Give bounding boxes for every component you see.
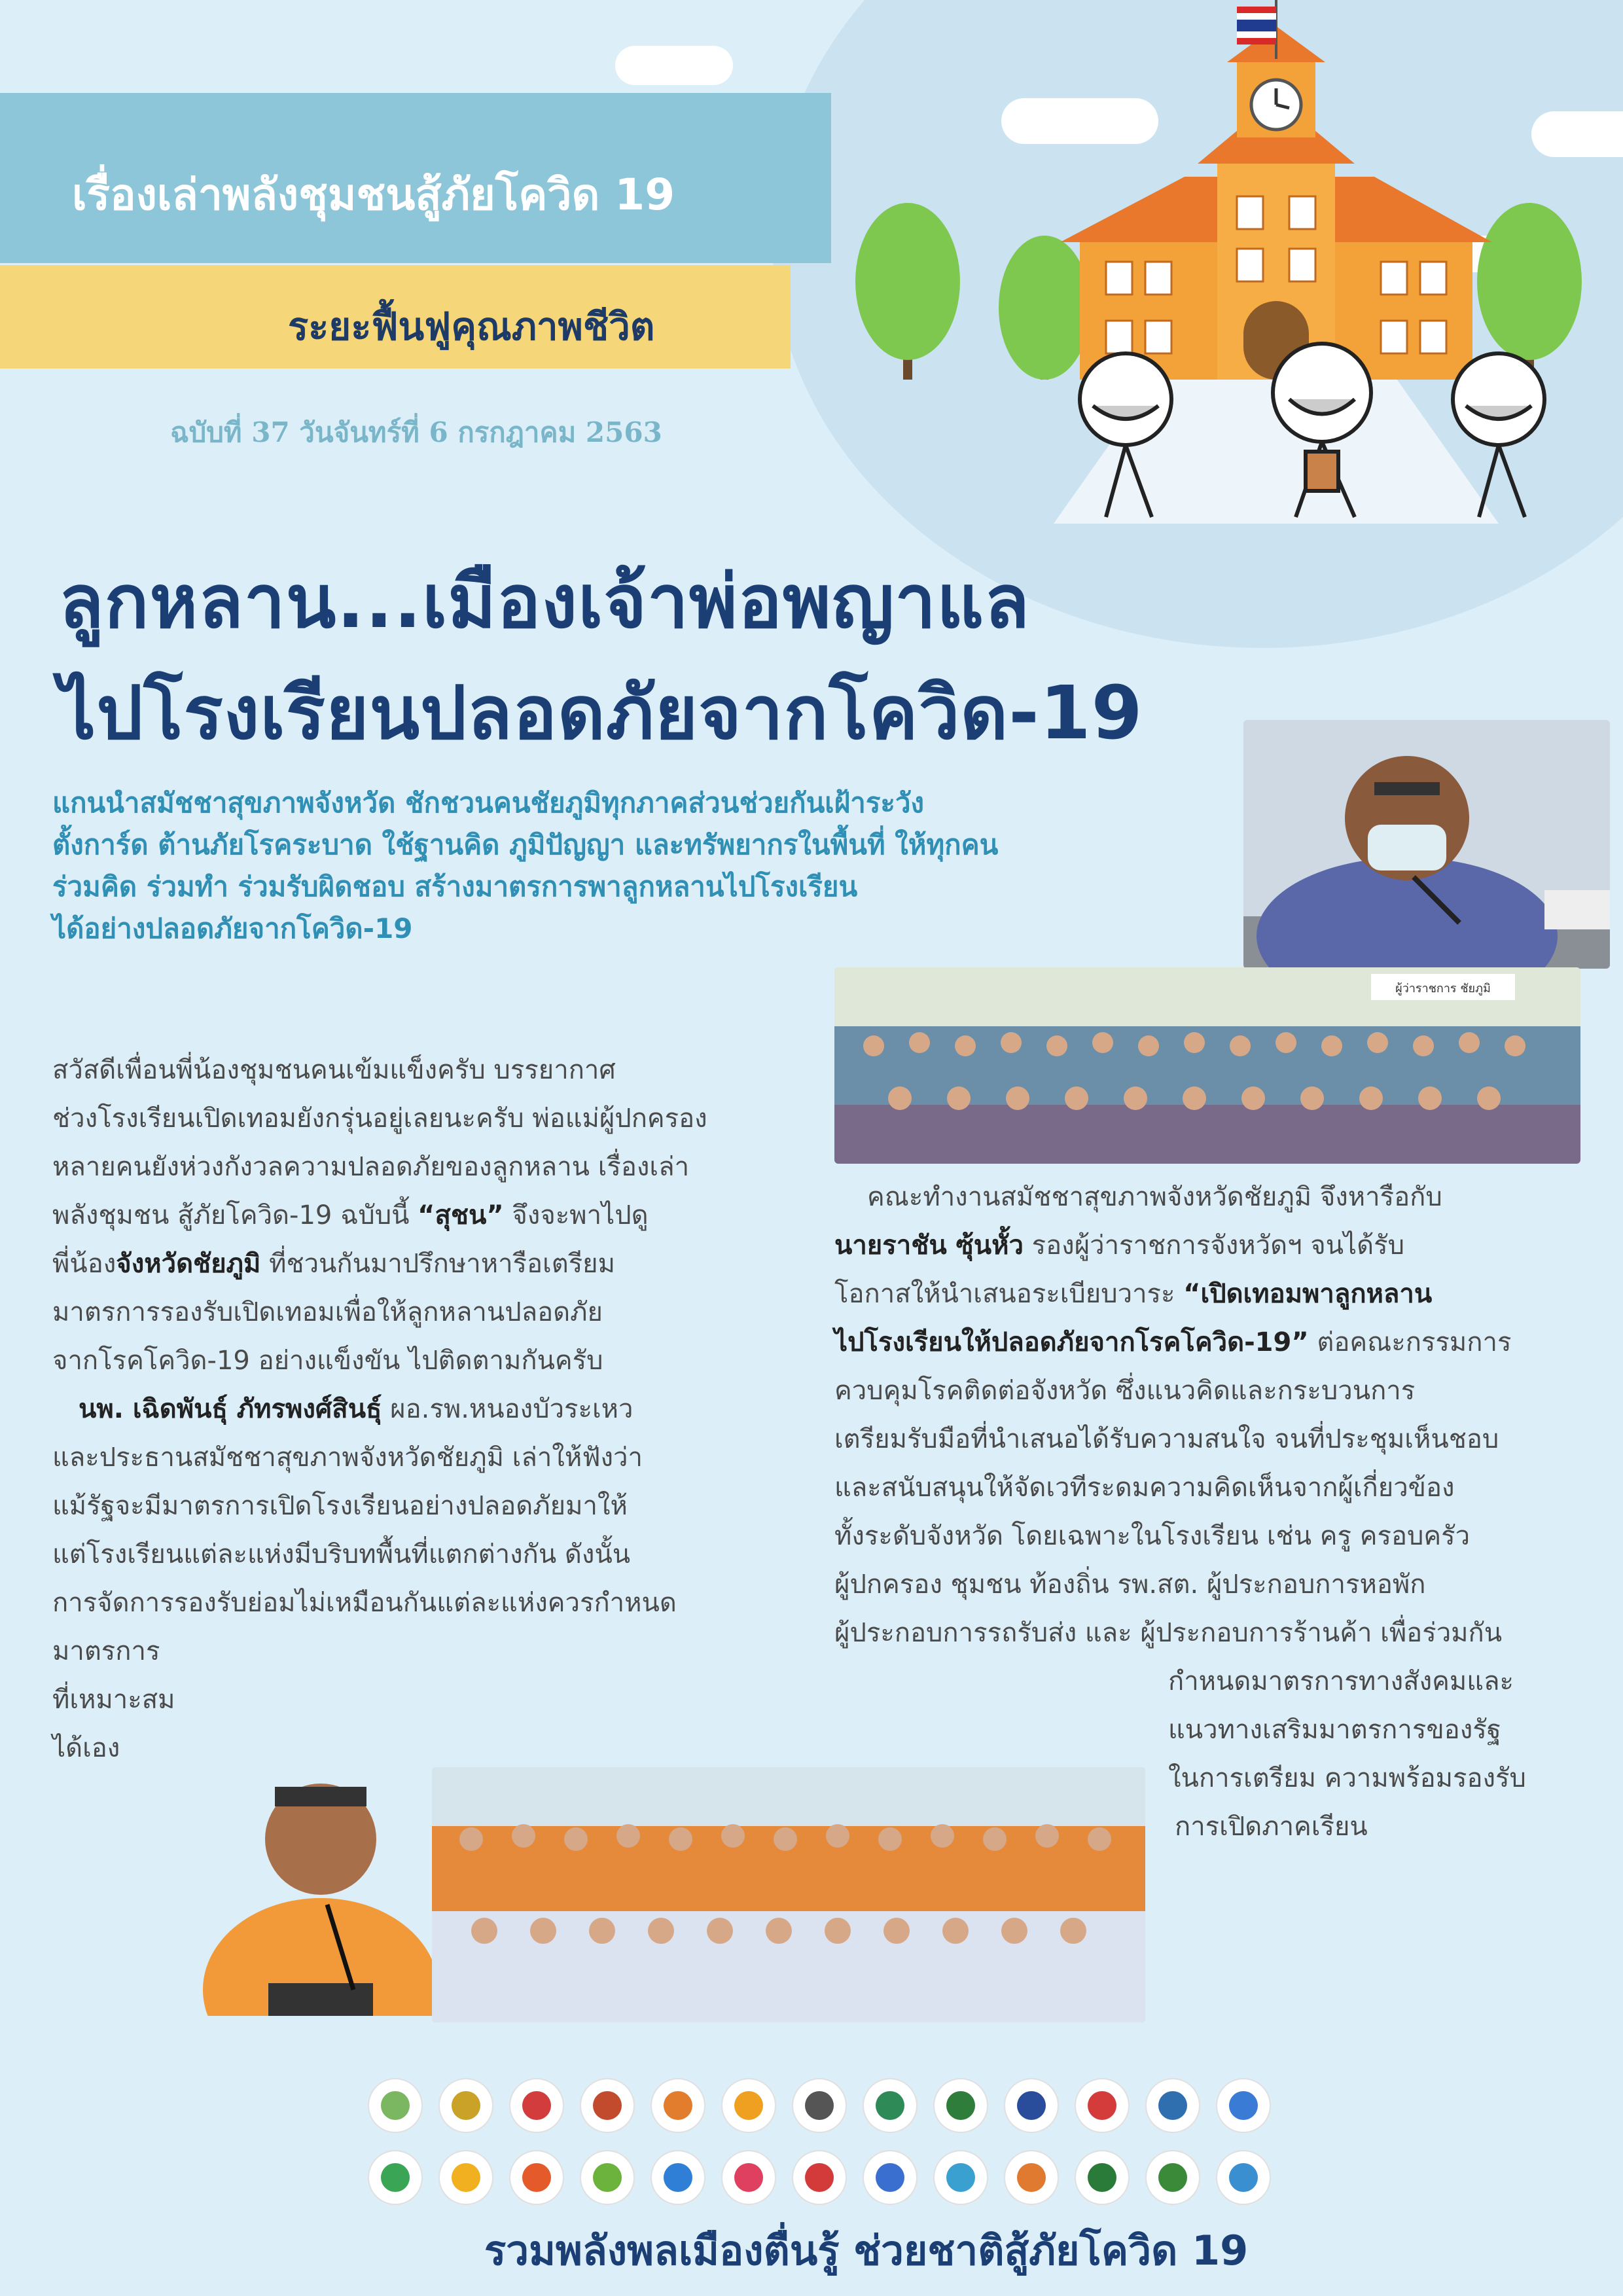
phase-title: ระยะฟื้นฟูคุณภาพชีวิต	[288, 304, 655, 349]
text-line	[52, 1191, 805, 1240]
partner-logo-icon	[792, 2150, 847, 2205]
text-line: แม้รัฐจะมีมาตรการเปิดโรงเรียนอย่างปลอดภัยมาให้	[52, 1491, 628, 1521]
text-line: การจัดการรองรับย่อมไม่เหมือนกันแต่ละแห่งควรกำหนด	[52, 1588, 677, 1618]
lead-line: ตั้งการ์ด ต้านภัยโรคระบาด ใช้ฐานคิด ภูมิปัญญา และทรัพยากรในพื้นที่ ให้ทุกคน	[52, 829, 999, 861]
text-span: ที่ชวนกันมาปรึกษาหารือเตรียม	[260, 1249, 615, 1279]
partner-logo-icon	[651, 2078, 705, 2133]
partner-logo-icon	[509, 2150, 564, 2205]
text-span: รองผู้ว่าราชการจังหวัดฯ จนได้รับ	[1023, 1230, 1405, 1261]
text-line: มาตรการรองรับเปิดเทอมเพื่อให้ลูกหลานปลอดภัย	[52, 1297, 603, 1327]
text-span: โอกาสให้นำเสนอระเบียบวาระ	[834, 1279, 1184, 1309]
bold-text: “เปิดเทอมพาลูกหลาน	[1183, 1279, 1433, 1309]
cloud	[615, 46, 733, 85]
partner-logo-icon	[368, 2078, 423, 2133]
text-line: จากโรคโควิด-19 อย่างแข็งขัน ไปติดตามกันครับ	[52, 1346, 603, 1376]
issue-date: ฉบับที่ 37 วันจันทร์ที่ 6 กรกฎาคม 2563	[170, 416, 662, 448]
text-span: ต่อคณะกรรมการ	[1308, 1327, 1512, 1357]
tree-icon	[999, 236, 1090, 380]
partner-logo-icon	[1004, 2078, 1059, 2133]
partner-logo-icon	[1075, 2150, 1130, 2205]
text-line	[52, 1240, 805, 1288]
tree-icon	[855, 203, 960, 380]
text-span: พี่น้อง	[52, 1249, 116, 1279]
bold-text: จังหวัดชัยภูมิ	[116, 1249, 261, 1279]
partner-logo-icon	[721, 2150, 776, 2205]
partner-logo-icon	[863, 2150, 918, 2205]
text-line	[834, 1318, 1580, 1367]
text-line: เตรียมรับมือที่นำเสนอได้รับความสนใจ จนที่ประชุมเห็นชอบ	[834, 1424, 1499, 1454]
text-line: ผู้ประกอบการรถรับส่ง และ ผู้ประกอบการร้านค้า เพื่อร่วมกัน	[834, 1618, 1503, 1648]
footer-slogan: รวมพลังพลเมืองตื่นรู้ ช่วยชาติสู้ภัยโควิด 19	[484, 2227, 1249, 2274]
school-building-icon	[1060, 26, 1492, 380]
text-line: ในการเตรียม ความพร้อมรองรับ	[1168, 1763, 1526, 1793]
text-span: จึงจะพาไปดู	[503, 1200, 649, 1230]
text-line: และประธานสมัชชาสุขภาพจังหวัดชัยภูมิ เล่าให้ฟังว่า	[52, 1443, 643, 1473]
partner-logo-icon	[1075, 2078, 1130, 2133]
text-line: แต่โรงเรียนแต่ละแห่งมีบริบทพื้นที่แตกต่างกัน ดังนั้น	[52, 1539, 631, 1570]
text-line: หลายคนยังห่วงกังวลความปลอดภัยของลูกหลาน เรื่องเล่า	[52, 1152, 690, 1182]
text-line: ช่วงโรงเรียนเปิดเทอมยังกรุ่นอยู่เลยนะครับ พ่อแม่ผู้ปกครอง	[52, 1103, 707, 1134]
text-line: และสนับสนุนให้จัดเวทีระดมความคิดเห็นจากผู้เกี่ยวข้อง	[834, 1473, 1455, 1503]
partner-logo-icon	[438, 2150, 493, 2205]
meeting-sign-text: ผู้ว่าราชการ ชัยภูมิ	[1395, 982, 1491, 996]
text-line	[834, 1270, 1580, 1318]
headline-line-2: ไปโรงเรียนปลอดภัยจากโควิด-19	[59, 671, 1143, 756]
text-line: แนวทางเสริมมาตรการของรัฐ	[1168, 1715, 1501, 1745]
partner-logo-icon	[1004, 2150, 1059, 2205]
lead-line: แกนนำสมัชชาสุขภาพจังหวัด ชักชวนคนชัยภูมิทุกภาคส่วนช่วยกันเฝ้าระวัง	[52, 787, 925, 819]
partner-logo-icon	[792, 2078, 847, 2133]
photo-doctor-speaking	[196, 1741, 445, 2016]
text-line: สวัสดีเพื่อนพี่น้องชุมชนคนเข้มแข็งครับ บรรยากาศ	[52, 1055, 616, 1085]
partner-logo-icon	[651, 2150, 705, 2205]
series-title: เรื่องเล่าพลังชุมชนสู้ภัยโควิด 19	[72, 170, 675, 220]
photo-official-speaking	[1243, 720, 1610, 969]
headline-line-1: ลูกหลาน...เมืองเจ้าพ่อพญาแล	[59, 560, 1030, 645]
text-line: คณะทำงานสมัชชาสุขภาพจังหวัดชัยภูมิ จึงหารือกับ	[867, 1182, 1442, 1212]
partner-logo-icon	[1145, 2150, 1200, 2205]
text-span: ผอ.รพ.หนองบัวระเหว	[382, 1394, 633, 1424]
text-line	[52, 1385, 805, 1433]
photo-group-meeting	[834, 967, 1580, 1164]
text-line: ที่เหมาะสม	[52, 1685, 175, 1715]
bold-text: นพ. เฉิดพันธุ์ ภัทรพงศ์สินธุ์	[79, 1394, 382, 1424]
school-illustration	[844, 0, 1623, 524]
lead-paragraph	[52, 782, 1243, 950]
partner-logo-icon	[863, 2078, 918, 2133]
bold-text: นายราชัน ซุ้นหั้ว	[834, 1230, 1024, 1261]
lead-line: ร่วมคิด ร่วมทำ ร่วมรับผิดชอบ สร้างมาตรการพาลูกหลานไปโรงเรียน	[52, 870, 858, 903]
right-column	[834, 1173, 1580, 1851]
text-span: พลังชุมชน สู้ภัยโควิด-19 ฉบับนี้	[52, 1200, 418, 1230]
text-line: กำหนดมาตรการทางสังคมและ	[1168, 1666, 1514, 1696]
text-line: ควบคุมโรคติดต่อจังหวัด ซึ่งแนวคิดและกระบวนการ	[834, 1376, 1416, 1406]
text-line: ผู้ปกครอง ชุมชน ท้องถิ่น รพ.สต. ผู้ประกอบการหอพัก	[834, 1570, 1426, 1600]
text-line: มาตรการ	[52, 1636, 160, 1666]
partner-logo-icon	[368, 2150, 423, 2205]
partner-logo-icon	[721, 2078, 776, 2133]
partner-logo-icon	[509, 2078, 564, 2133]
text-line: ทั้งระดับจังหวัด โดยเฉพาะในโรงเรียน เช่น ครู ครอบครัว	[834, 1521, 1471, 1551]
bold-text: “สุชน”	[418, 1200, 504, 1230]
partner-logo-icon	[933, 2078, 988, 2133]
partner-logo-icon	[1216, 2078, 1271, 2133]
lead-line: ได้อย่างปลอดภัยจากโควิด-19	[52, 912, 413, 944]
partner-logo-icon	[580, 2078, 635, 2133]
bold-text: ไปโรงเรียนให้ปลอดภัยจากโรคโควิด-19”	[834, 1327, 1309, 1357]
partner-logo-icon	[580, 2150, 635, 2205]
text-line	[834, 1221, 1580, 1270]
left-column	[52, 1046, 805, 1772]
text-line: การเปิดภาคเรียน	[1175, 1812, 1368, 1842]
partner-logo-icon	[1216, 2150, 1271, 2205]
partner-logo-icon	[1145, 2078, 1200, 2133]
text-line: ได้เอง	[52, 1733, 120, 1763]
partner-logo-icon	[438, 2078, 493, 2133]
partner-logo-icon	[933, 2150, 988, 2205]
photo-large-group	[432, 1767, 1145, 2022]
